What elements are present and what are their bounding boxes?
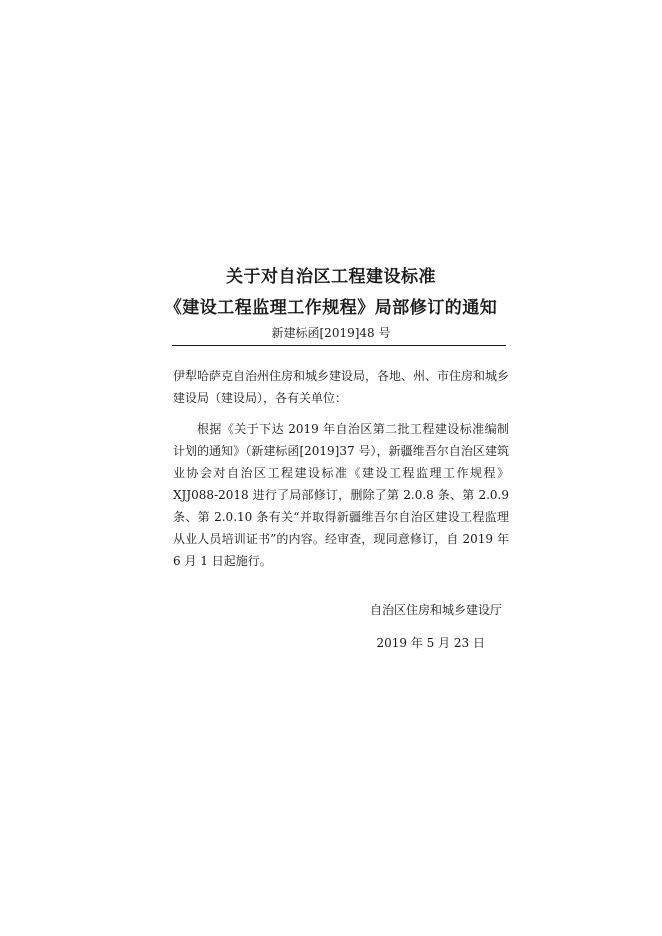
notice-title-line-2: 《建设工程监理工作规程》局部修订的通知 xyxy=(164,298,498,318)
issue-date: 2019 年 5 月 23 日 xyxy=(376,636,485,650)
notice-title-line-1: 关于对自治区工程建设标准 xyxy=(226,267,436,287)
header-divider xyxy=(172,345,506,346)
body-paragraph: 根据《关于下达 2019 年自治区第二批工程建设标准编制计划的通知》（新建标函[2019]37 号），新疆维吾尔自治区建筑业协会对自治区工程建设标准《建设工程监理工作规程》XJJ088-2018 进行了局部修订，删除了第 2.0.8 条、第 2.0.9 条、第 2.0.10 条有关“并取得新疆维吾尔自治区建设工程监理从业人员培训证书”的内容。经审查，现同意修订，自 2019 年 6 月 1 日起施行。 xyxy=(173,422,509,568)
addressee-paragraph: 伊犁哈萨克自治州住房和城乡建设局，各地、州、市住房和城乡建设局（建设局），各有关单位： xyxy=(173,369,510,405)
document-number: 新建标函[2019]48 号 xyxy=(271,326,391,340)
issuer-signature: 自治区住房和城乡建设厅 xyxy=(369,603,502,617)
